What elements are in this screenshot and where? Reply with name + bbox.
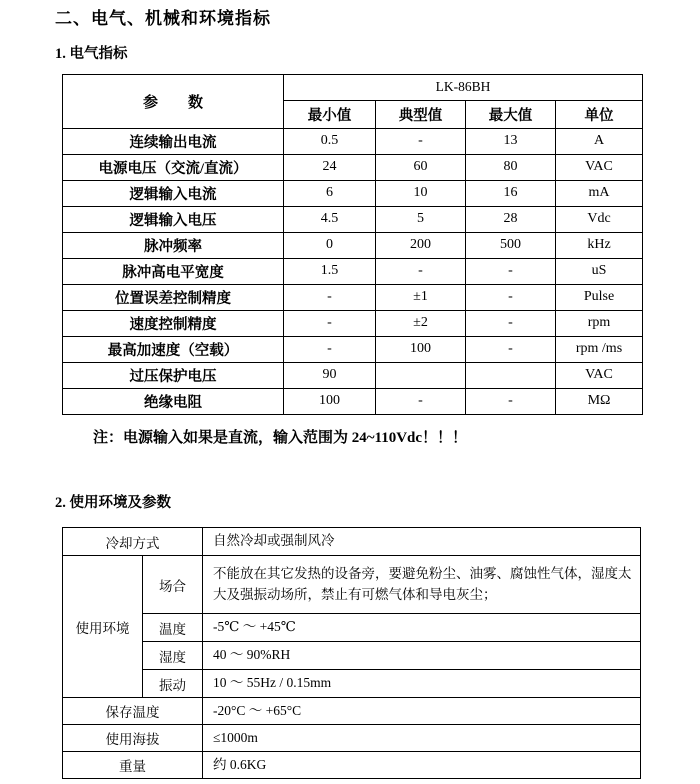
typ-cell: - [376,258,466,284]
typ-cell: ±2 [376,310,466,336]
unit-cell: A [556,128,643,154]
param-cell: 逻辑输入电流 [63,180,284,206]
min-cell: 6 [284,180,376,206]
col-header-min: 最小值 [284,100,376,128]
typ-cell: - [376,128,466,154]
param-cell: 速度控制精度 [63,310,284,336]
env-value-cell: 40 ～ 90%RH [203,642,641,670]
table-header-row [63,74,643,100]
max-cell: 28 [466,206,556,232]
storage-temp-value-cell: -20°C ～ +65°C [203,698,641,725]
env-label-cell: 振动 [143,670,203,698]
param-cell: 连续输出电流 [63,128,284,154]
max-cell: 80 [466,154,556,180]
section-2-heading: 2. 使用环境及参数 [55,495,171,512]
typ-cell: 60 [376,154,466,180]
min-cell: - [284,336,376,362]
unit-cell: VAC [556,362,643,388]
typ-cell: 5 [376,206,466,232]
param-header-cell: 参 数 [63,74,284,128]
max-cell: - [466,388,556,414]
dc-input-note: 注：电源输入如果是直流，输入范围为 24~110Vdc！！！ [93,429,468,446]
param-cell: 绝缘电阻 [63,388,284,414]
electrical-spec-table [62,74,643,415]
weight-label-cell: 重量 [63,752,203,779]
param-cell: 脉冲频率 [63,232,284,258]
cooling-value-cell: 自然冷却或强制风冷 [203,528,641,556]
max-cell: - [466,284,556,310]
env-label-cell: 湿度 [143,642,203,670]
col-header-unit: 单位 [556,100,643,128]
max-cell: 16 [466,180,556,206]
cooling-label-cell: 冷却方式 [63,528,203,556]
unit-cell: rpm [556,310,643,336]
page-title: 二、电气、机械和环境指标 [55,9,271,28]
unit-cell: rpm /ms [556,336,643,362]
col-header-typ: 典型值 [376,100,466,128]
table-row [63,388,643,414]
table-row [63,362,643,388]
unit-cell: kHz [556,232,643,258]
table-row [63,614,641,642]
param-cell: 位置误差控制精度 [63,284,284,310]
table-row [63,556,641,614]
environment-table [62,527,641,779]
min-cell: - [284,284,376,310]
col-header-max: 最大值 [466,100,556,128]
table-row [63,528,641,556]
table-row [63,180,643,206]
typ-cell: - [376,388,466,414]
max-cell: - [466,336,556,362]
altitude-value-cell: ≤1000m [203,725,641,752]
param-cell: 电源电压（交流/直流） [63,154,284,180]
table-row [63,336,643,362]
unit-cell: mA [556,180,643,206]
param-cell: 过压保护电压 [63,362,284,388]
weight-value-cell: 约 0.6KG [203,752,641,779]
typ-cell [376,362,466,388]
altitude-label-cell: 使用海拔 [63,725,203,752]
max-cell: 500 [466,232,556,258]
model-header-cell: LK-86BH [284,74,643,100]
table-row [63,670,641,698]
storage-temp-label-cell: 保存温度 [63,698,203,725]
env-value-cell: -5℃ ～ +45℃ [203,614,641,642]
env-value-cell: 不能放在其它发热的设备旁，要避免粉尘、油雾、腐蚀性气体，湿度太大及强振动场所，禁止有可燃气体和导电灰尘； [203,556,641,614]
typ-cell: 100 [376,336,466,362]
table-row [63,642,641,670]
min-cell: 0 [284,232,376,258]
table-row [63,752,641,779]
param-cell: 脉冲高电平宽度 [63,258,284,284]
min-cell: 100 [284,388,376,414]
unit-cell: uS [556,258,643,284]
usage-env-group-cell: 使用环境 [63,556,143,698]
min-cell: 1.5 [284,258,376,284]
table-row [63,284,643,310]
unit-cell: Vdc [556,206,643,232]
min-cell: 0.5 [284,128,376,154]
table-row [63,232,643,258]
typ-cell: 10 [376,180,466,206]
env-label-cell: 场合 [143,556,203,614]
min-cell: - [284,310,376,336]
unit-cell: VAC [556,154,643,180]
table-row [63,154,643,180]
max-cell: - [466,310,556,336]
max-cell: 13 [466,128,556,154]
max-cell: - [466,258,556,284]
table-row [63,258,643,284]
unit-cell: MΩ [556,388,643,414]
param-cell: 逻辑输入电压 [63,206,284,232]
table-row [63,128,643,154]
unit-cell: Pulse [556,284,643,310]
table-row [63,698,641,725]
env-label-cell: 温度 [143,614,203,642]
min-cell: 4.5 [284,206,376,232]
table-row [63,310,643,336]
section-1-heading: 1. 电气指标 [55,46,128,63]
table-row [63,206,643,232]
min-cell: 24 [284,154,376,180]
table-row [63,725,641,752]
env-value-cell: 10 ～ 55Hz / 0.15mm [203,670,641,698]
param-cell: 最高加速度（空载） [63,336,284,362]
min-cell: 90 [284,362,376,388]
max-cell [466,362,556,388]
typ-cell: ±1 [376,284,466,310]
typ-cell: 200 [376,232,466,258]
